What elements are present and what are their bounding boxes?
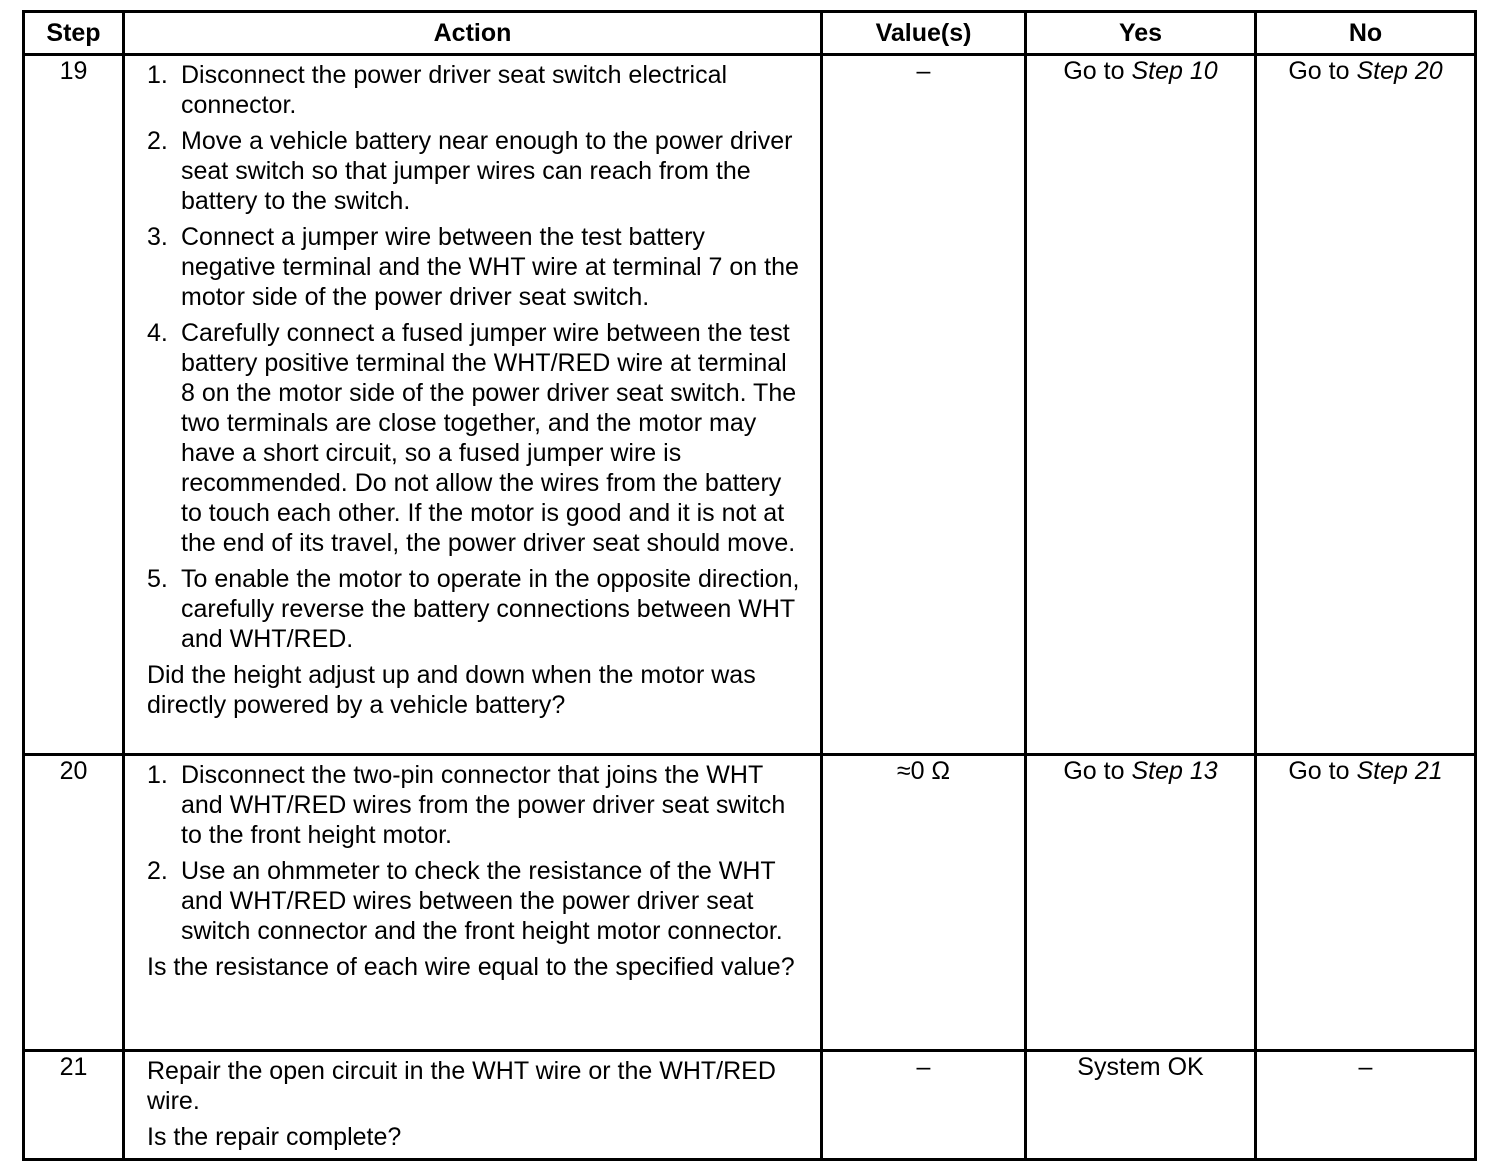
step-number: 19 [24,55,124,755]
action-cell [124,55,822,755]
step-number: 21 [24,1051,124,1160]
table-row-step-20 [24,755,1476,1051]
table-row-step-19 [24,55,1476,755]
list-item: 5. To enable the motor to operate in the opposite direction, carefully reverse the battery connections between WHT and WHT/RED. [147,565,800,653]
action-statement: Repair the open circuit in the WHT wire or the WHT/RED wire. [147,1057,776,1115]
no-cell [1256,1051,1476,1160]
value-text: – [916,57,931,85]
value-text: ≈0 Ω [896,757,951,785]
yes-cell [1026,755,1256,1051]
table-row-step-21 [24,1051,1476,1160]
action-question: Is the repair complete? [147,1123,402,1151]
action-question: Is the resistance of each wire equal to the specified value? [147,953,795,981]
yes-cell [1026,1051,1256,1160]
step-number: 20 [24,755,124,1051]
list-item: 3. Connect a jumper wire between the test battery negative terminal and the WHT wire at terminal 7 on the motor side of the power driver seat switch. [147,223,799,311]
yes-result: System OK [1077,1053,1204,1081]
diagnostic-table [22,10,1477,1161]
header-step: Step [24,12,124,55]
no-result: – [1358,1053,1373,1081]
action-list [147,60,802,654]
value-text: – [916,1053,931,1081]
no-cell [1256,55,1476,755]
value-cell [822,1051,1026,1160]
list-item: 1. Disconnect the two-pin connector that joins the WHT and WHT/RED wires from the power driver seat switch to the front height motor. [147,761,786,849]
list-item: 2. Move a vehicle battery near enough to the power driver seat switch so that jumper wires can reach from the battery to the switch. [147,127,793,215]
header-row [24,12,1476,55]
value-cell [822,55,1026,755]
header-action: Action [124,12,822,55]
list-item: 2. Use an ohmmeter to check the resistance of the WHT and WHT/RED wires between the power driver seat switch connector and the front height motor connector. [147,857,783,945]
yes-cell [1026,55,1256,755]
header-no: No [1256,12,1476,55]
no-goto: Go to Step 21 [1288,757,1443,785]
list-item: 4. Carefully connect a fused jumper wire between the test battery positive terminal the WHT/RED wire at terminal 8 on the motor side of the power driver seat switch. The two terminals are close together, and the motor may have a short circuit, so a fused jumper wire is recommended. Do not allow the wires from the battery to touch each other. If the motor is good and it is not at the end of its travel, the power driver seat should move. [147,319,797,557]
header-values: Value(s) [822,12,1026,55]
no-goto: Go to Step 20 [1288,57,1443,85]
value-cell [822,755,1026,1051]
action-question: Did the height adjust up and down when the motor was directly powered by a vehicle battery? [147,661,756,719]
header-yes: Yes [1026,12,1256,55]
list-item: 1. Disconnect the power driver seat switch electrical connector. [147,61,728,119]
yes-goto: Go to Step 10 [1063,57,1218,85]
no-cell [1256,755,1476,1051]
action-cell [124,1051,822,1160]
action-cell [124,755,822,1051]
yes-goto: Go to Step 13 [1063,757,1218,785]
action-list [147,760,802,946]
